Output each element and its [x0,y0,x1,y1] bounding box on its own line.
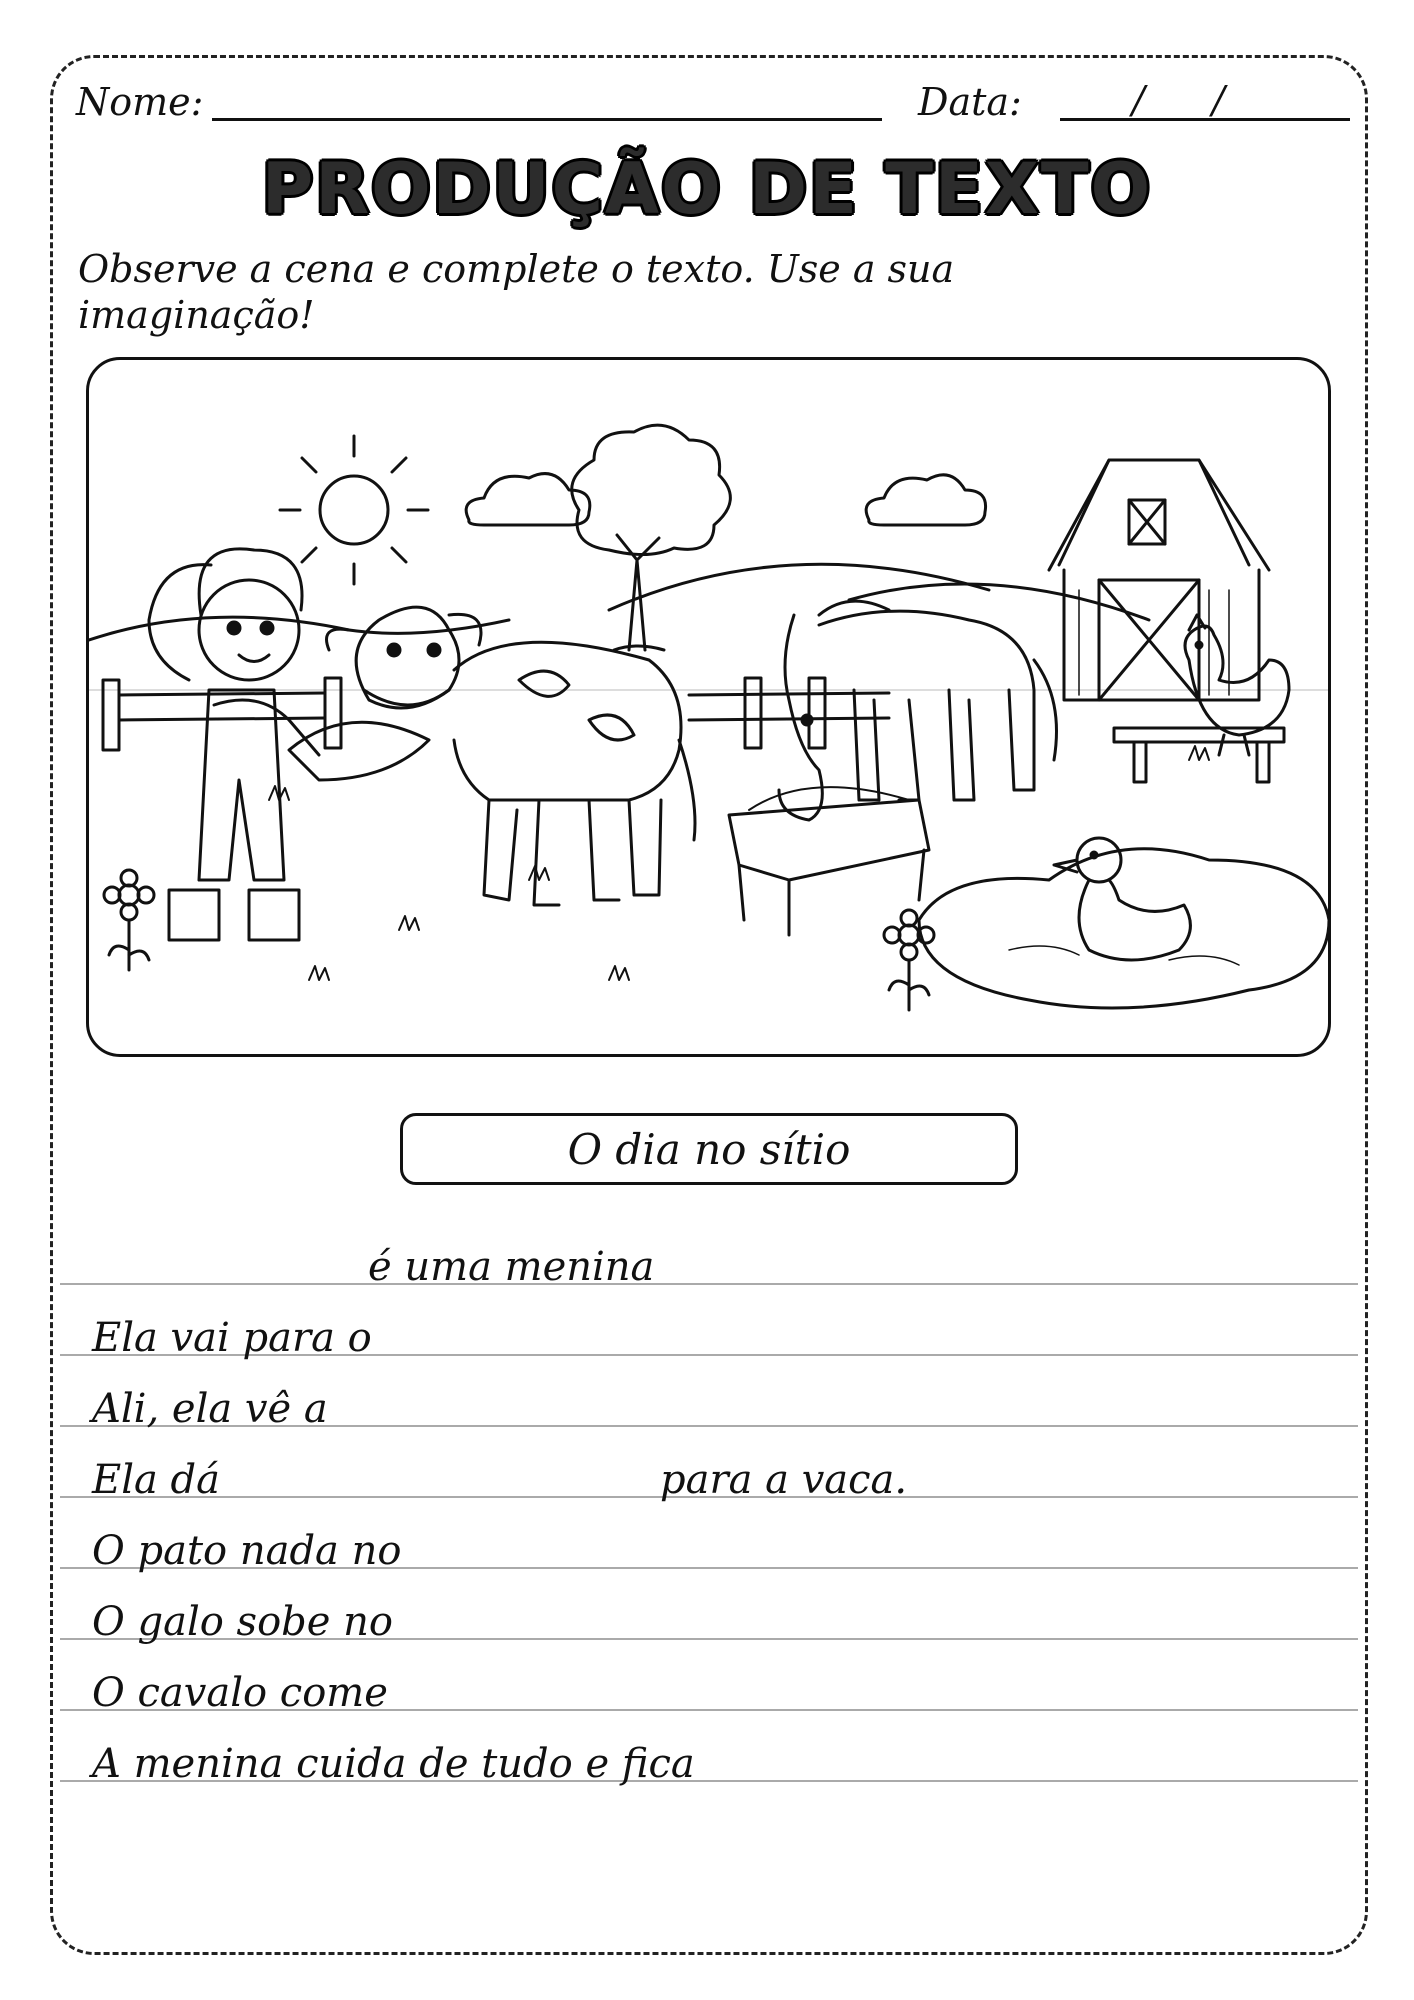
girl-icon [149,549,429,940]
line-6-text: O galo sobe no [92,1599,393,1645]
date-separator-1: / [1132,78,1145,122]
date-separator-2: / [1212,78,1225,122]
flower-icon [884,910,934,1010]
line-2-text: Ela vai para o [92,1315,372,1361]
pond-icon [919,849,1329,1008]
barn-icon [1049,460,1269,700]
name-label: Nome: [76,80,204,124]
fence-icon [103,678,1284,782]
page-title: PRODUÇÃO DE TEXTO [261,148,1153,230]
line-5-text: O pato nada no [92,1528,402,1574]
duck-icon [1054,838,1190,960]
line-4-text-right: para a vaca. [660,1457,908,1503]
sun-icon [280,436,428,584]
line-7-text: O cavalo come [92,1670,388,1716]
date-label: Data: [918,80,1022,124]
cow-icon [327,607,696,905]
name-field[interactable] [212,118,882,121]
cloud-icon [466,474,590,525]
story-title: O dia no sítio [400,1113,1018,1185]
date-field[interactable] [1060,118,1350,121]
hay-trough-icon [729,787,929,935]
writing-line[interactable] [60,1283,1358,1285]
horse-icon [779,601,1057,820]
farm-scene [86,357,1331,1057]
tree-icon [572,425,731,650]
line-3-text: Ali, ela vê a [92,1386,328,1432]
rooster-icon [1185,615,1289,755]
line-4-text: Ela dá [92,1457,221,1503]
flower-icon [104,870,154,970]
line-1-text: é uma menina [368,1244,655,1290]
line-8-text: A menina cuida de tudo e fica [92,1741,695,1787]
instruction-text: Observe a cena e complete o texto. Use a sua imaginação! [78,247,955,337]
cloud-icon [866,475,985,525]
